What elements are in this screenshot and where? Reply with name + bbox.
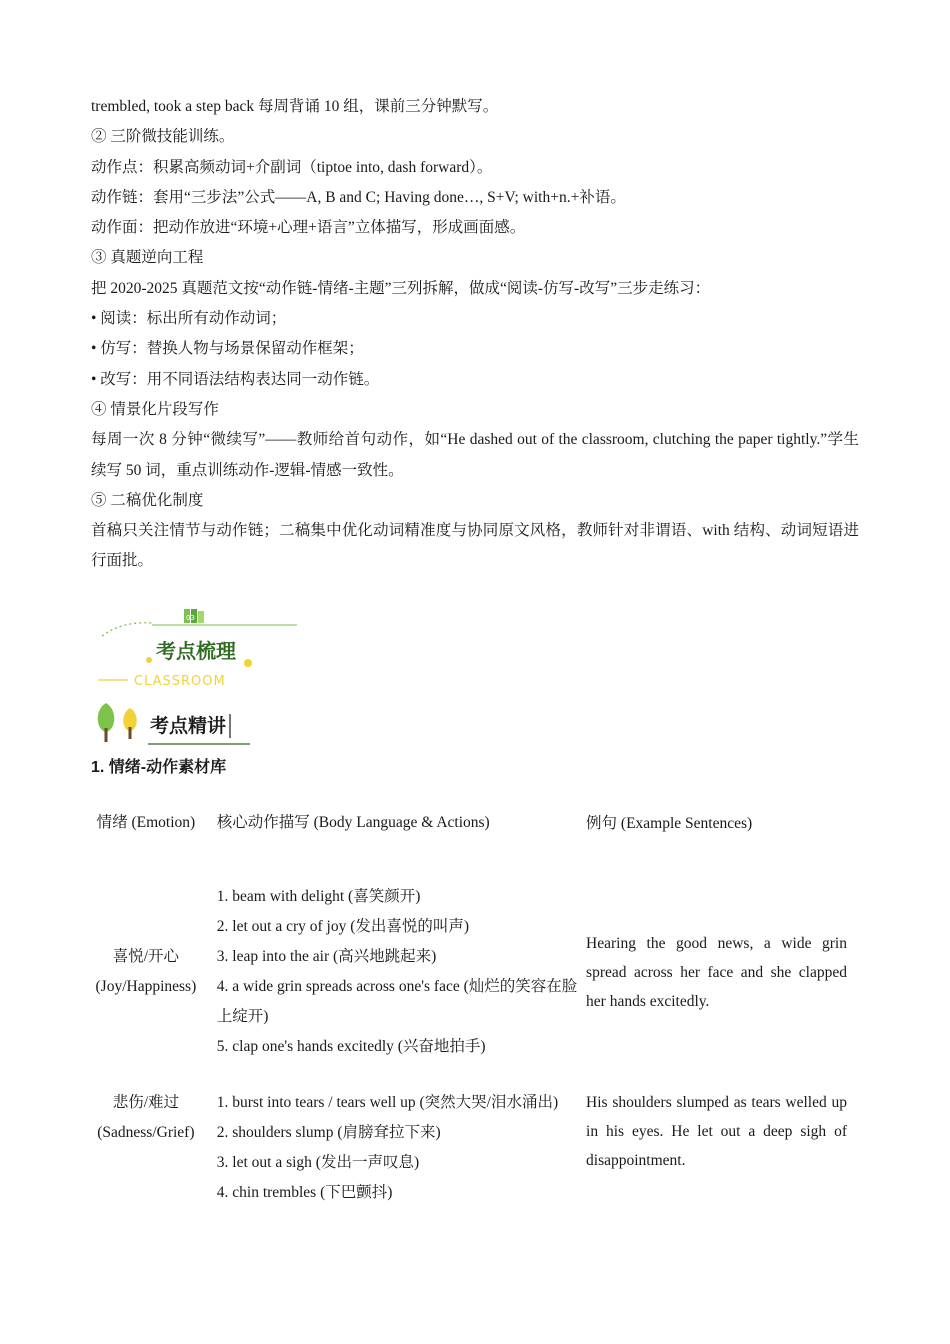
paragraph: 动作链：套用“三步法”公式——A, B and C; Having done…, S+V; with+n.+补语。 — [91, 188, 626, 206]
paragraph: 首稿只关注情节与动作链；二稿集中优化动词精准度与协同原文风格，教师针对非谓语、with 结构、动词短语进行面批。 — [91, 522, 859, 570]
paragraph: 每周一次 8 分钟“微续写”——教师给首句动作，如“He dashed out of the classroom, clutching the paper tightly.”学生续写 50 词，重点训练动作-逻辑-情感一致性。 — [91, 431, 860, 479]
paragraph: ⑤ 二稿优化制度 — [91, 491, 204, 509]
tree-icon — [98, 703, 115, 732]
table-header-row — [91, 790, 859, 856]
emotion-cell: 喜悦/开心 (Joy/Happiness) — [95, 948, 197, 995]
emotion-cell: 悲伤/难过 (Sadness/Grief) — [97, 1094, 195, 1141]
dot-icon — [146, 657, 152, 663]
banner-subtitle: CLASSROOM — [134, 674, 226, 689]
action-item: 2. let out a cry of joy (发出喜悦的叫声) — [216, 918, 470, 935]
actions-cell — [201, 1088, 586, 1258]
paragraph: 动作面：把动作放进“环境+心理+语言”立体描写，形成画面感。 — [91, 219, 526, 237]
section-title: 1. 情绪-动作素材库 — [91, 759, 227, 776]
dot-icon — [244, 659, 252, 667]
paragraph: • 仿写：替换人物与场景保留动作框架； — [91, 340, 364, 358]
header-examples: 例句 (Example Sentences) — [586, 814, 753, 832]
dotted-swoosh-icon — [102, 623, 152, 636]
paragraph: ③ 真题逆向工程 — [91, 249, 204, 267]
emotion-action-table — [91, 790, 859, 1258]
paragraph: • 阅读：标出所有动作动词； — [91, 310, 287, 328]
table-row — [91, 856, 859, 1088]
banner-title: 考点梳理 — [156, 639, 236, 663]
paragraph: 动作点：积累高频动词+介副词（tiptoe into, dash forward）。 — [91, 158, 493, 176]
header-actions: 核心动作描写 (Body Language & Actions) — [216, 814, 490, 831]
banner-tag: 03 — [186, 614, 195, 622]
paragraph: ② 三阶微技能训练。 — [91, 128, 235, 146]
body-text — [91, 92, 859, 577]
action-item: 2. shoulders slump (肩膀耷拉下来) — [216, 1124, 441, 1141]
action-item: 5. clap one's hands excitedly (兴奋地拍手) — [216, 1038, 486, 1055]
paragraph: 把 2020-2025 真题范文按“动作链-情绪-主题”三列拆解，做成“阅读-仿写-改写”三步走练习： — [91, 279, 711, 297]
example-cell: His shoulders slumped as tears welled up in his eyes. He let out a deep sigh of disappointment. — [586, 1094, 847, 1169]
action-item: 4. chin trembles (下巴颤抖) — [216, 1184, 393, 1201]
subsection-header — [92, 700, 262, 750]
paragraph: trembled, took a step back 每周背诵 10 组，课前三分钟默写。 — [91, 98, 499, 115]
action-item: 3. let out a sigh (发出一声叹息) — [216, 1154, 420, 1171]
subhead-title: 考点精讲 — [150, 715, 227, 737]
action-item: 1. beam with delight (喜笑颜开) — [216, 888, 421, 905]
section-banner — [92, 603, 302, 693]
paragraph: ④ 情景化片段写作 — [91, 400, 219, 418]
header-emotion: 情绪 (Emotion) — [96, 814, 196, 831]
paragraph: • 改写：用不同语法结构表达同一动作链。 — [91, 370, 380, 388]
action-item: 1. burst into tears / tears well up (突然大哭/泪水涌出) — [216, 1094, 559, 1111]
action-item: 3. leap into the air (高兴地跳起来) — [216, 948, 437, 965]
actions-cell — [201, 856, 586, 1088]
table-row — [91, 1088, 859, 1258]
example-cell: Hearing the good news, a wide grin spread across her face and she clapped her hands excitedly. — [586, 934, 847, 1010]
action-item: 4. a wide grin spreads across one's face (灿烂的笑容在脸上绽开) — [216, 978, 578, 1025]
